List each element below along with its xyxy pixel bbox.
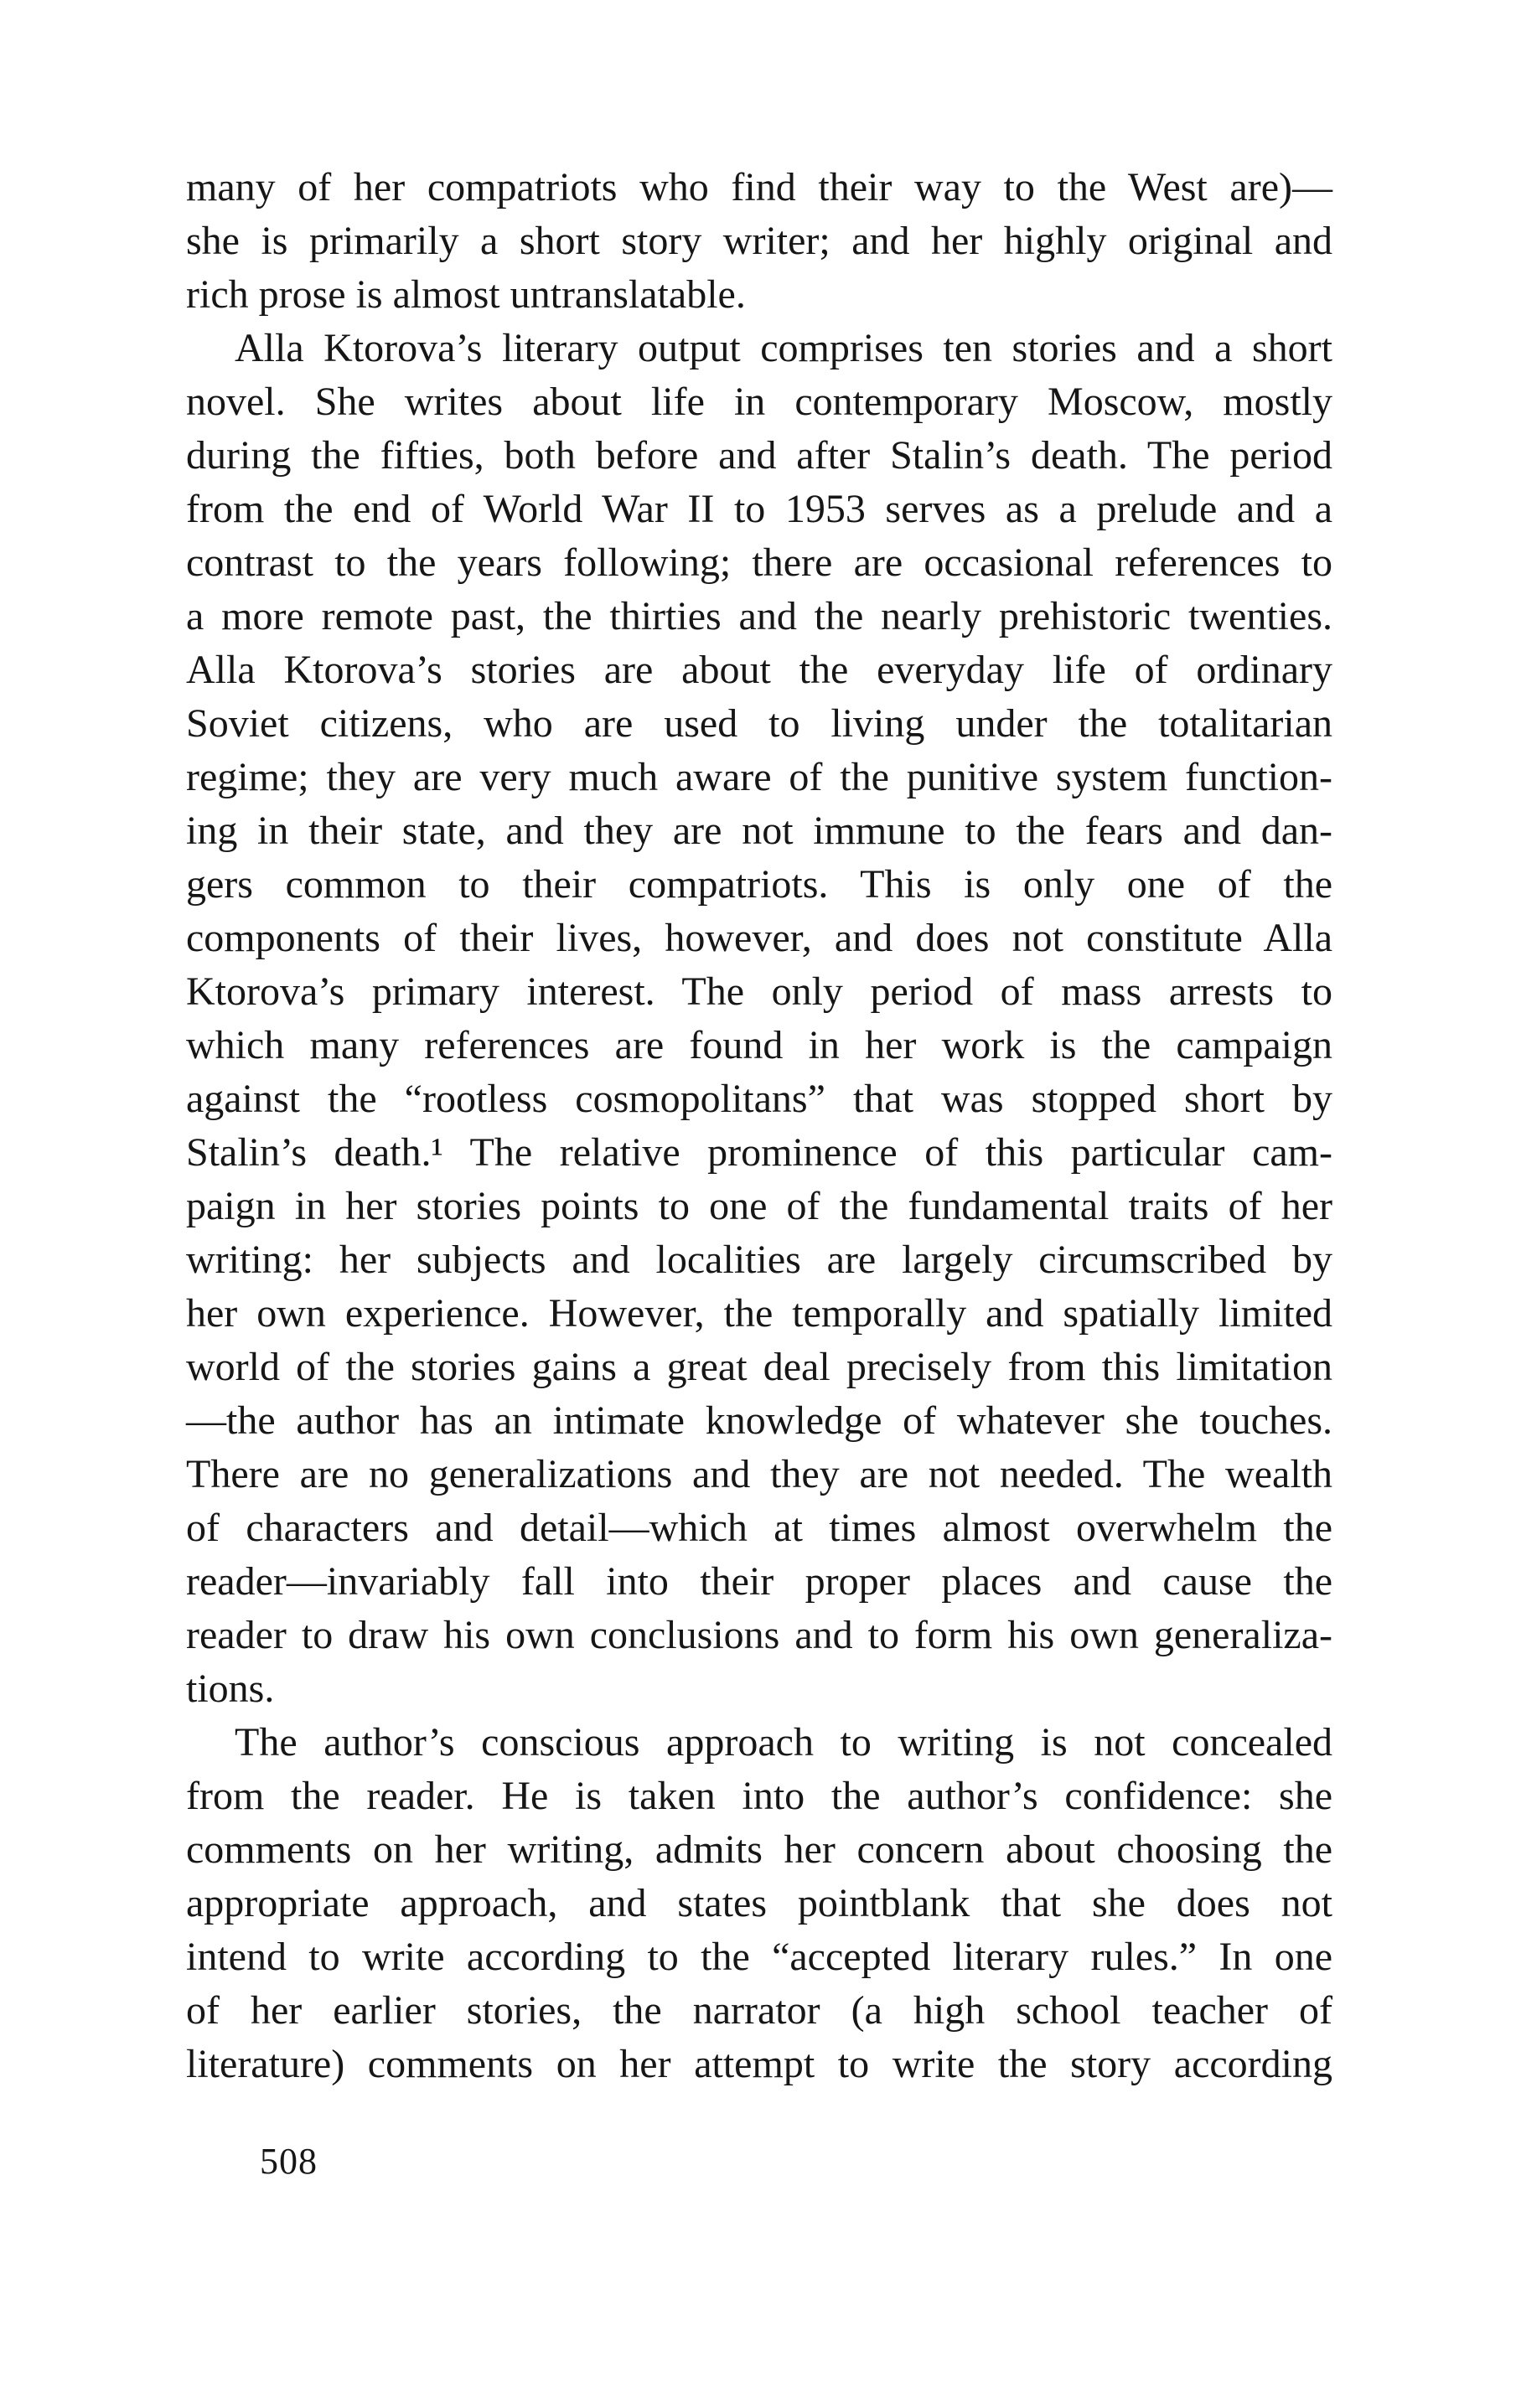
text-line: from the end of World War II to 1953 serves as a prelude and a bbox=[186, 487, 1332, 531]
text-line: appropriate approach, and states pointblank that she does not bbox=[186, 1881, 1332, 1925]
text-line: There are no generalizations and they are not needed. The wealth bbox=[186, 1452, 1332, 1496]
text-line: —the author has an intimate knowledge of whatever she touches. bbox=[186, 1398, 1332, 1443]
text-line: ing in their state, and they are not immune to the fears and dan- bbox=[186, 809, 1332, 853]
text-line: The author’s conscious approach to writing is not concealed bbox=[235, 1720, 1332, 1765]
text-line: writing: her subjects and localities are largely circumscribed by bbox=[186, 1238, 1332, 1282]
text-line: during the fifties, both before and after Stalin’s death. The period bbox=[186, 433, 1332, 478]
text-line: paign in her stories points to one of the fundamental traits of her bbox=[186, 1184, 1332, 1228]
text-line: regime; they are very much aware of the punitive system function- bbox=[186, 755, 1332, 799]
text-line: world of the stories gains a great deal precisely from this limitation bbox=[186, 1345, 1332, 1389]
text-line: contrast to the years following; there are occasional references to bbox=[186, 540, 1332, 585]
text-line: rich prose is almost untranslatable. bbox=[186, 272, 746, 317]
text-line: reader—invariably fall into their proper places and cause the bbox=[186, 1559, 1332, 1604]
text-line: intend to write according to the “accepted literary rules.” In one bbox=[186, 1935, 1332, 1979]
text-line: Soviet citizens, who are used to living under the totalitarian bbox=[186, 701, 1332, 746]
text-line: reader to draw his own conclusions and to form his own generaliza- bbox=[186, 1613, 1332, 1657]
text-line: of characters and detail—which at times almost overwhelm the bbox=[186, 1506, 1332, 1550]
body-text bbox=[186, 161, 1332, 2091]
text-line: comments on her writing, admits her concern about choosing the bbox=[186, 1827, 1332, 1872]
text-line: she is primarily a short story writer; and her highly original and bbox=[186, 219, 1332, 263]
text-line: from the reader. He is taken into the author’s confidence: she bbox=[186, 1774, 1332, 1818]
text-line: a more remote past, the thirties and the nearly prehistoric twenties. bbox=[186, 594, 1332, 638]
text-line: against the “rootless cosmopolitans” that was stopped short by bbox=[186, 1077, 1332, 1121]
page-number: 508 bbox=[260, 2141, 318, 2182]
text-line: Stalin’s death.¹ The relative prominence of this particular cam- bbox=[186, 1130, 1332, 1175]
text-line: gers common to their compatriots. This is only one of the bbox=[186, 862, 1332, 907]
text-line: literature) comments on her attempt to write the story according bbox=[186, 2042, 1332, 2086]
text-line: her own experience. However, the temporally and spatially limited bbox=[186, 1291, 1332, 1336]
text-line: which many references are found in her work is the campaign bbox=[186, 1023, 1332, 1067]
text-line: of her earlier stories, the narrator (a high school teacher of bbox=[186, 1988, 1332, 2033]
text-line: tions. bbox=[186, 1666, 275, 1711]
text-line: Ktorova’s primary interest. The only period of mass arrests to bbox=[186, 969, 1332, 1014]
text-line: novel. She writes about life in contemporary Moscow, mostly bbox=[186, 380, 1332, 424]
text-line: Alla Ktorova’s literary output comprises ten stories and a short bbox=[235, 326, 1332, 370]
text-line: components of their lives, however, and does not constitute Alla bbox=[186, 916, 1332, 960]
text-line: many of her compatriots who find their way to the West are)— bbox=[186, 165, 1332, 209]
text-line: Alla Ktorova’s stories are about the everyday life of ordinary bbox=[186, 648, 1332, 692]
